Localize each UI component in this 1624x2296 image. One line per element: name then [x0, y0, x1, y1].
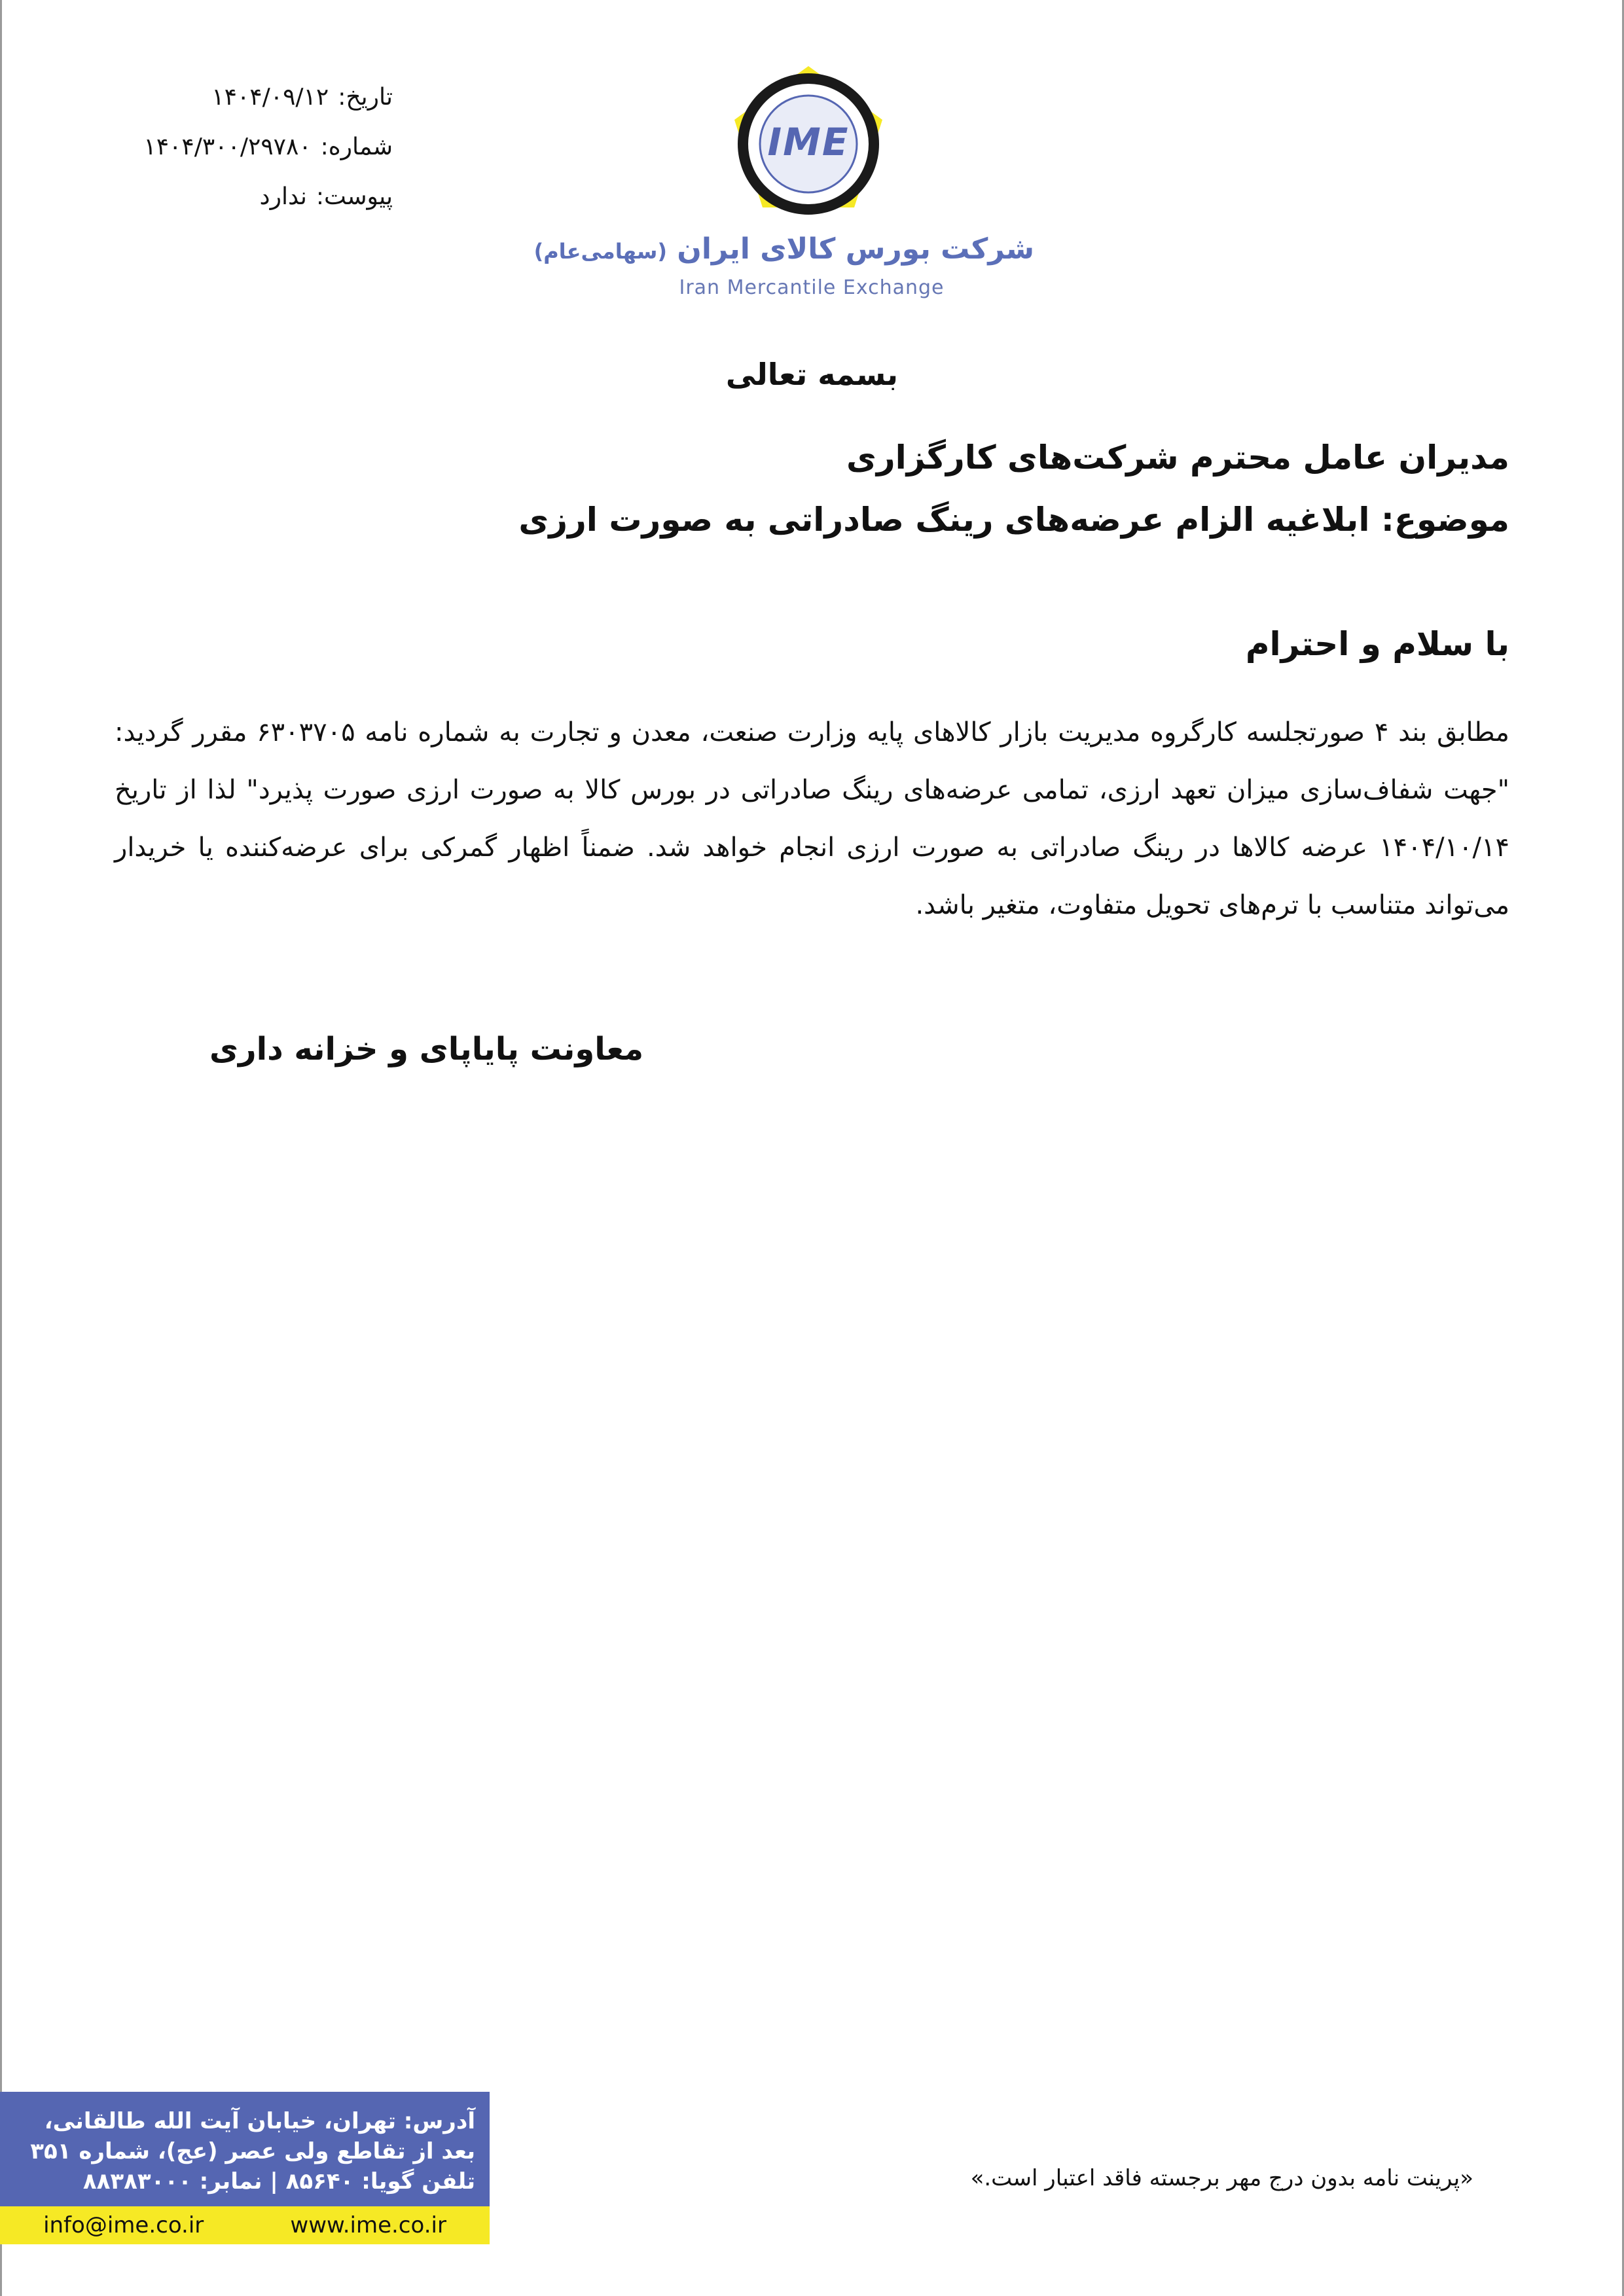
basmala: بسمه تعالی: [725, 357, 899, 392]
email-link[interactable]: info@ime.co.ir: [43, 2212, 204, 2238]
attachment-value: ندارد: [259, 183, 307, 210]
website-link[interactable]: www.ime.co.ir: [290, 2212, 446, 2238]
number-value: ۱۴۰۴/۳۰۰/۲۹۷۸۰: [143, 133, 312, 160]
greeting: با سلام و احترام: [1245, 625, 1509, 663]
date-value: ۱۴۰۴/۰۹/۱۲: [211, 83, 329, 111]
meta-date: [118, 72, 393, 122]
letter-meta: [118, 72, 393, 221]
date-label: تاریخ:: [338, 83, 393, 111]
brand-name-fa-suffix: (سهامی‌عام): [533, 239, 667, 264]
brand-name-fa-main: شرکت بورس کالای ایران: [677, 232, 1034, 266]
number-label: شماره:: [320, 133, 393, 160]
meta-number: [118, 122, 393, 171]
footer-links: [0, 2206, 490, 2244]
address-line-2: بعد از تقاطع ولی عصر (عج)، شماره ۳۵۱: [30, 2138, 475, 2164]
ime-logo: [727, 62, 890, 226]
print-note: «پرینت نامه بدون درج مهر برجسته فاقد اعتبار است.»: [970, 2165, 1473, 2191]
recipient: مدیران عامل محترم شرکت‌های کارگزاری: [846, 439, 1509, 476]
page-edge-left: [0, 0, 2, 2296]
meta-attachment: [118, 171, 393, 221]
logo-text: IME: [767, 120, 850, 164]
footer-address-block: [0, 2092, 490, 2206]
phone-line: تلفن گویا: ۸۵۶۴۰ | نمابر: ۸۸۳۸۳۰۰۰: [82, 2168, 475, 2195]
brand-name-fa: [533, 232, 1034, 266]
attachment-label: پیوست:: [316, 183, 393, 210]
brand-name-en: Iran Mercantile Exchange: [679, 276, 945, 299]
signature: معاونت پایاپای و خزانه داری: [209, 1031, 644, 1067]
address-line-1: آدرس: تهران، خیابان آیت الله طالقانی،: [44, 2108, 475, 2134]
footer-contact: [0, 2092, 490, 2244]
subject: موضوع: ابلاغیه الزام عرضه‌های رینگ صادراتی به صورت ارزی: [518, 501, 1509, 539]
letter-body: مطابق بند ۴ صورتجلسه کارگروه مدیریت بازار کالاهای پایه وزارت صنعت، معدن و تجارت به شماره نامه ۶۳۰۳۷۰۵ مقرر گردید: "جهت شفاف‌سازی میزان تعهد ارزی، تمامی عرضه‌های رینگ صادراتی در بورس کالا به صورت ارزی صورت پذیرد" لذا از تاریخ ۱۴۰۴/۱۰/۱۴ عرضه کالاها در رینگ صادراتی به صورت ارزی انجام خواهد شد. ضمناً اظهار گمرکی برای عرضه‌کننده یا خریدار می‌تواند متناسب با ترم‌های تحویل متفاوت، متغیر باشد.: [115, 717, 1509, 920]
